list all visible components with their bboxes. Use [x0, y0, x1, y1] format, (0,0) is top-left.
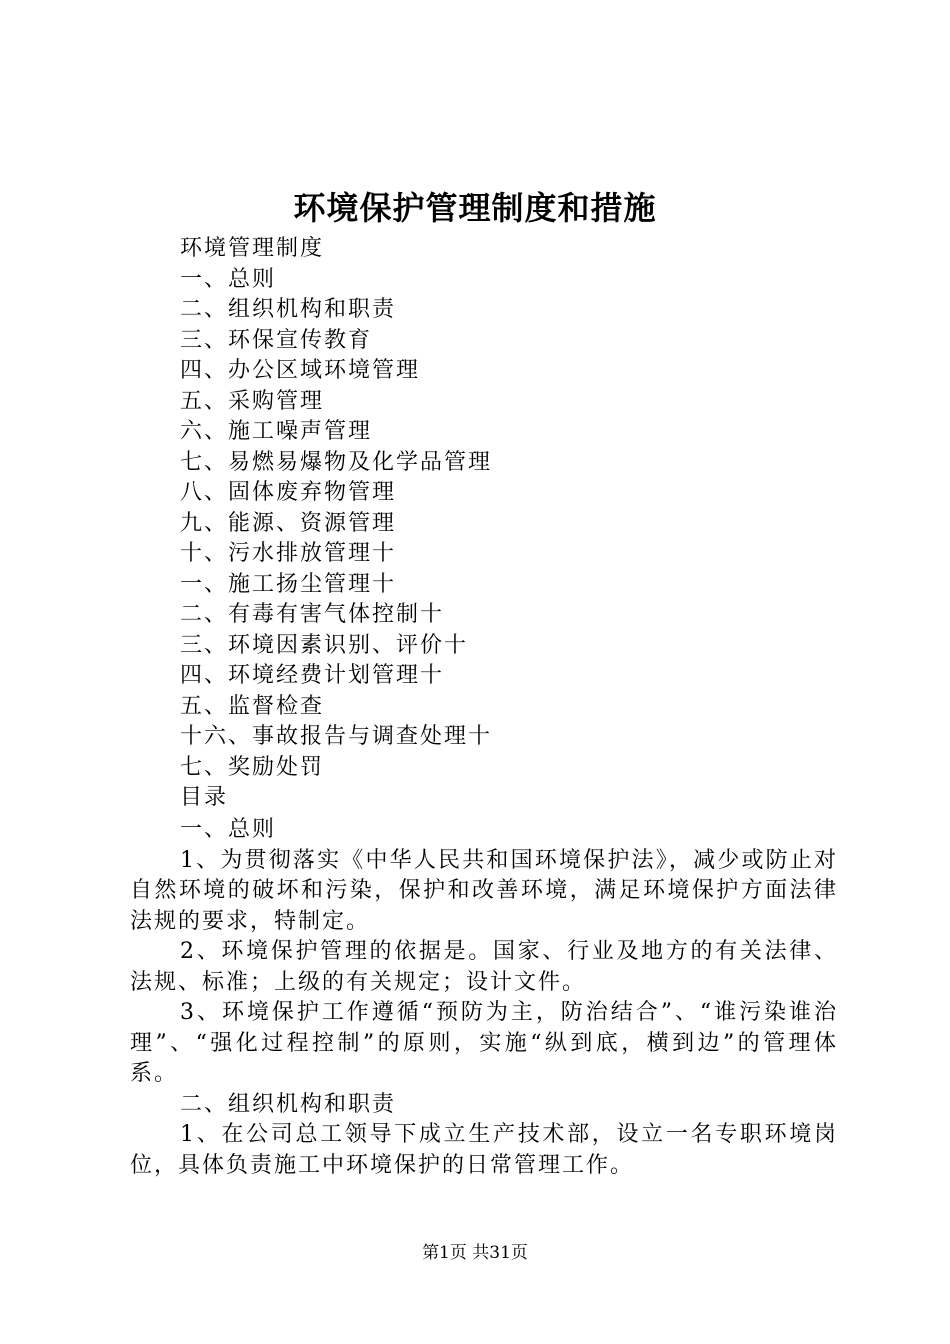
toc-item: 九、能源、资源管理 [180, 510, 397, 536]
toc-item: 七、奖励处罚 [180, 754, 325, 780]
section-heading: 二、组织机构和职责 [180, 1091, 397, 1117]
toc-item: 七、易燃易爆物及化学品管理 [180, 449, 493, 475]
toc-item: 五、监督检查 [180, 693, 325, 719]
toc-item: 十、污水排放管理十 [180, 541, 397, 566]
body-paragraph: 2、环境保护管理的依据是。国家、行业及地方的有关法律、法规、标准；上级的有关规定；设计文件。 [130, 939, 838, 995]
section-heading: 一、总则 [180, 817, 277, 842]
toc-item: 二、有毒有害气体控制十 [180, 602, 445, 627]
toc-item: 三、环保宣传教育 [180, 327, 373, 353]
body-paragraph: 1、为贯彻落实《中华人民共和国环境保护法》，减少或防止对自然环境的破坏和污染，保护和改善环境，满足环境保护方面法律法规的要求，特制定。 [130, 847, 838, 934]
toc-item: 三、环境因素识别、评价十 [180, 632, 469, 658]
toc-item: 六、施工噪声管理 [180, 419, 373, 444]
toc-item: 一、施工扬尘管理十 [180, 571, 397, 597]
toc-item: 四、环境经费计划管理十 [180, 663, 445, 688]
toc-item: 五、采购管理 [180, 388, 325, 414]
document-title: 环境保护管理制度和措施 [293, 189, 657, 227]
page-footer: 第1页 共31页 [422, 1243, 528, 1263]
toc-item: 二、组织机构和职责 [180, 297, 397, 322]
document-body [130, 815, 838, 1181]
toc-item: 一、总则 [180, 266, 277, 292]
toc-item: 环境管理制度 [180, 236, 325, 261]
toc-item: 八、固体废弃物管理 [180, 480, 397, 505]
table-of-contents [180, 234, 492, 814]
toc-item: 四、办公区域环境管理 [180, 358, 421, 383]
body-paragraph: 3、环境保护工作遵循“预防为主，防治结合”、“谁污染谁治理”、“强化过程控制”的原则，实施“纵到底，横到边”的管理体系。 [130, 1000, 838, 1086]
toc-item: 十六、事故报告与调查处理十 [180, 724, 493, 749]
toc-item: 目录 [180, 785, 229, 810]
body-paragraph: 1、在公司总工领导下成立生产技术部，设立一名专职环境岗位，具体负责施工中环境保护的日常管理工作。 [130, 1122, 838, 1178]
